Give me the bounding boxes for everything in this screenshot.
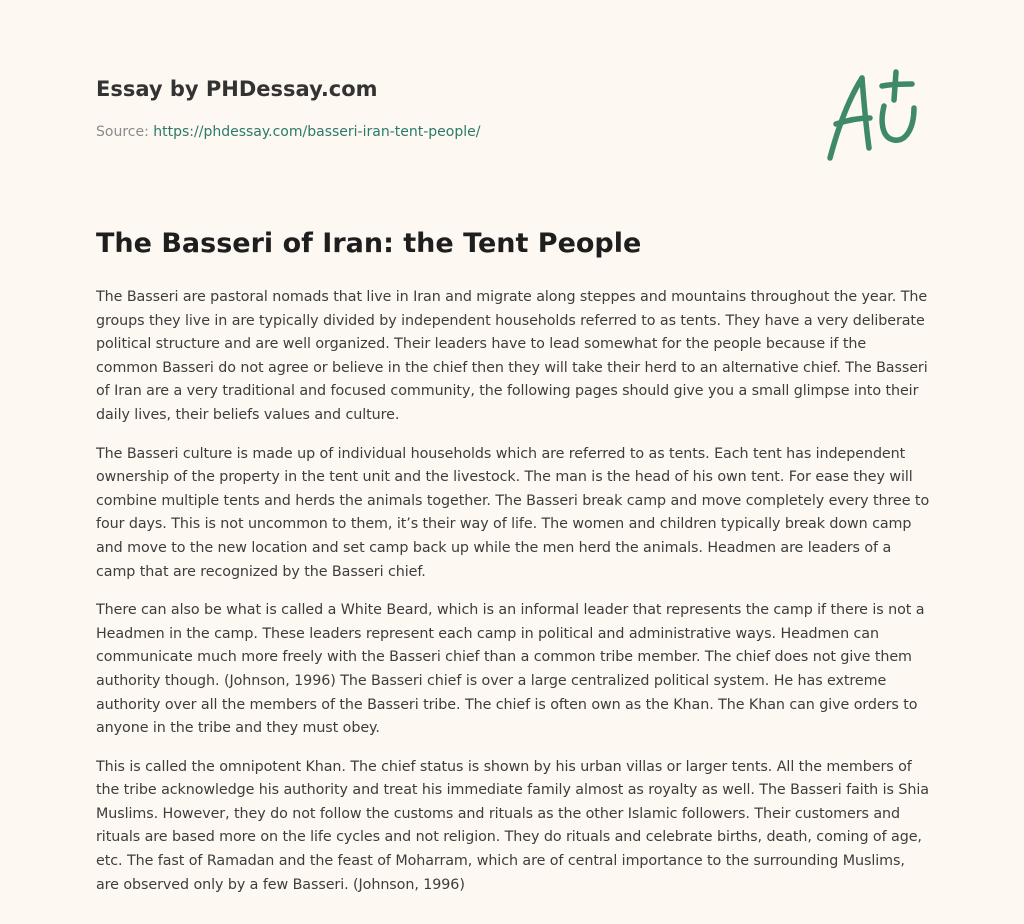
source-line [96,124,480,140]
essay-header [96,0,928,200]
essay-body [96,286,930,912]
paragraph: The Basseri culture is made up of individual households which are referred to as tents. Each tent has independent ownership of the property in the tent unit and the livestock. The man is the head of his own tent. For ease they will combine multiple tents and herds the animals together. The Basseri break camp and move completely every three to four days. This is not uncommon to them, it’s their way of life. The women and children typically break down camp and move to the new location and set camp back up while the men herd the animals. Headmen are leaders of a camp that are recognized by the Basseri chief. [96,445,930,580]
paragraph: This is called the omnipotent Khan. The chief status is shown by his urban villas or larger tents. All the members of the tribe acknowledge his authority and treat his immediate family almost as royalty as well. The Basseri faith is Shia Muslims. However, they do not follow the customs and rituals as the other Islamic followers. Their customers and rituals are based more on the life cycles and not religion. They do rituals and celebrate births, death, coming of age, etc. The fast of Ramadan and the feast of Moharram, which are of central importance to the surrounding Muslims, are observed only by a few Basseri. (Johnson, 1996) [96,758,929,893]
brand-title: Essay by PHDessay.com [96,77,378,101]
paragraph: The Basseri are pastoral nomads that live in Iran and migrate along steppes and mountains throughout the year. The groups they live in are typically divided by independent households referred to as tents. They have a very deliberate political structure and are well organized. Their leaders have to lead somewhat for the people because if the common Basseri do not agree or believe in the chief then they will take their herd to an alternative chief. The Basseri of Iran are a very traditional and focused community, the following pages should give you a small glimpse into their daily lives, their beliefs values and culture. [96,289,928,423]
paragraph: There can also be what is called a White Beard, which is an informal leader that represents the camp if there is not a Headmen in the camp. These leaders represent each camp in political and administrative ways. Headmen can communicate much more freely with the Basseri chief than a common tribe member. The chief does not give them authority though. (Johnson, 1996) The Basseri chief is over a large centralized political system. He has extreme authority over all the members of the Basseri tribe. The chief is often own as the Khan. The Khan can give orders to anyone in the tribe and they must obey. [96,602,925,737]
source-label: Source: [96,124,149,140]
a-plus-logo-icon [824,66,928,162]
source-link[interactable]: https://phdessay.com/basseri-iran-tent-people/ [153,124,481,140]
essay-title: The Basseri of Iran: the Tent People [96,228,642,259]
